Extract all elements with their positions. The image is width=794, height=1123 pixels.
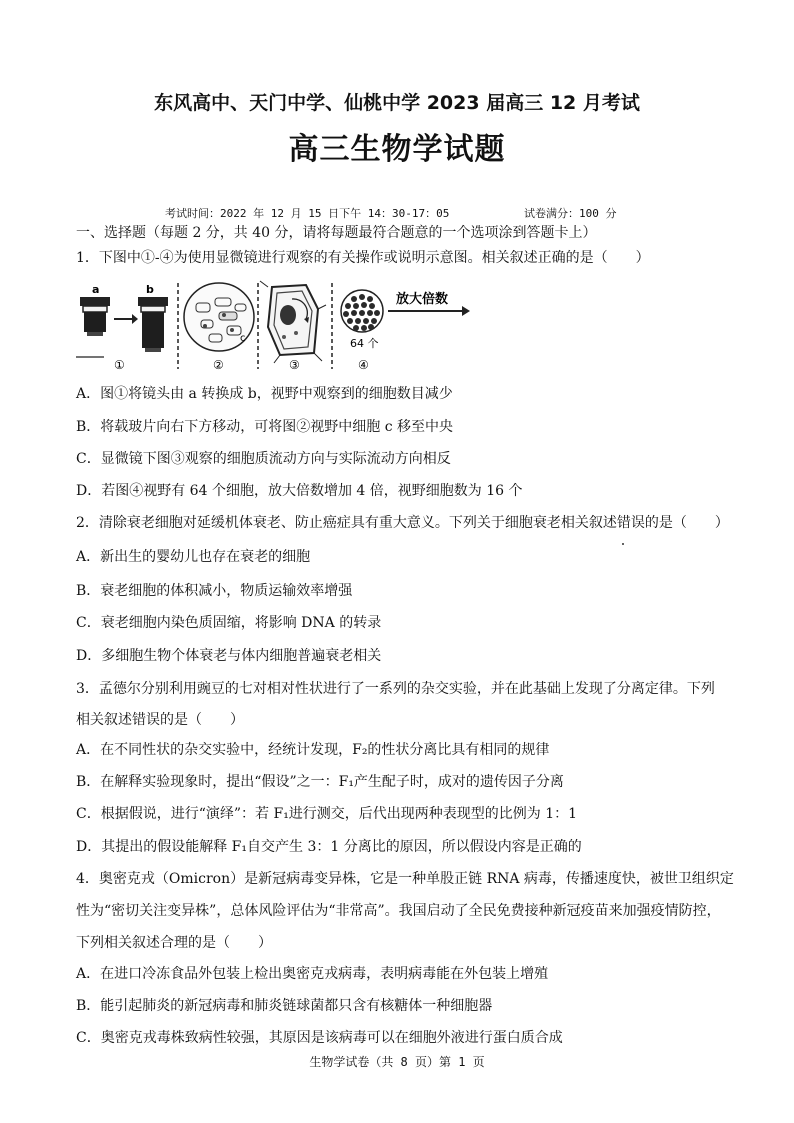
question-3-option-b: B．在解释实验现象时，提出“假设”之一：F₁产生配子时，成对的遗传因子分离: [76, 774, 564, 790]
question-4-stem-line-2: 性为“密切关注变异株”，总体风险评估为“非常高”。我国启动了全民免费接种新冠疫苗来加强疫情防控，: [76, 903, 721, 919]
objective-lens-b: [138, 297, 168, 352]
question-2-option-d: D．多细胞生物个体衰老与体内细胞普遍衰老相关: [76, 648, 382, 664]
objective-lens-a: [80, 297, 110, 336]
cell-label-c: c: [240, 333, 246, 344]
section-title: 一、选择题（每题 2 分，共 40 分，请将每题最符合题意的一个选项涂到答题卡上）: [76, 225, 597, 241]
exam-time: 考试时间：2022 年 12 月 15 日下午 14：30-17：05: [165, 207, 450, 220]
magnification-arrow-icon: [388, 306, 470, 316]
panel-label-2: ②: [213, 358, 224, 372]
question-1-option-b: B．将载玻片向右下方移动，可将图②视野中细胞 c 移至中央: [76, 419, 454, 435]
magnification-label: 放大倍数: [396, 292, 449, 307]
label-b: b: [146, 283, 154, 296]
page-footer: 生物学试卷（共 8 页）第 1 页: [309, 1055, 485, 1069]
microscope-figure: [74, 279, 474, 374]
arrow-icon: [114, 314, 138, 324]
page-title: 高三生物学试题: [288, 132, 506, 167]
stray-dot: [622, 543, 624, 545]
question-2-option-b: B．衰老细胞的体积减小，物质运输效率增强: [76, 583, 353, 599]
question-1-option-a: A．图①将镜头由 a 转换成 b，视野中观察到的细胞数目减少: [76, 386, 453, 402]
question-4-option-a: A．在进口冷冻食品外包装上检出奥密克戎病毒，表明病毒能在外包装上增殖: [76, 966, 549, 982]
question-4-stem-line-1: 4．奥密克戎（Omicron）是新冠病毒变异株，它是一种单股正链 RNA 病毒，传播速度快，被世卫组织定: [76, 871, 734, 887]
question-1-option-c: C．显微镜下图③观察的细胞质流动方向与实际流动方向相反: [76, 451, 451, 467]
question-1-stem: 1．下图中①-④为使用显微镜进行观察的有关操作或说明示意图。相关叙述正确的是（ ）: [76, 250, 650, 266]
label-a: a: [92, 283, 100, 296]
panel-label-1: ①: [114, 358, 125, 372]
question-2-option-a: A．新出生的婴幼儿也存在衰老的细胞: [76, 549, 311, 565]
question-4-option-b: B．能引起肺炎的新冠病毒和肺炎链球菌都只含有核糖体一种细胞器: [76, 998, 493, 1014]
full-score: 试卷满分：100 分: [524, 207, 617, 220]
panel-label-3: ③: [289, 358, 300, 372]
panel-label-4: ④: [358, 358, 369, 372]
exam-school-line: 东风高中、天门中学、仙桃中学 2023 届高三 12 月考试: [154, 92, 640, 114]
question-4-stem-line-3: 下列相关叙述合理的是（ ）: [76, 935, 272, 951]
plant-cell-panel: [260, 281, 326, 363]
count-label: 64 个: [350, 337, 379, 350]
question-2-option-c: C．衰老细胞内染色质固缩，将影响 DNA 的转录: [76, 615, 382, 631]
question-2-stem: 2．清除衰老细胞对延缓机体衰老、防止癌症具有重大意义。下列关于细胞衰老相关叙述错误的是（ ）: [76, 515, 729, 531]
question-3-stem-line-2: 相关叙述错误的是（ ）: [76, 712, 244, 728]
question-3-stem-line-1: 3．孟德尔分别利用豌豆的七对相对性状进行了一系列的杂交实验，并在此基础上发现了分离定律。下列: [76, 681, 715, 697]
question-3-option-d: D．其提出的假设能解释 F₁自交产生 3：1 分离比的原因，所以假设内容是正确的: [76, 839, 582, 855]
dense-cell-panel: [341, 290, 383, 332]
question-3-option-a: A．在不同性状的杂交实验中，经统计发现，F₂的性状分离比具有相同的规律: [76, 742, 550, 758]
question-4-option-c: C．奥密克戎毒株致病性较强，其原因是该病毒可以在细胞外液进行蛋白质合成: [76, 1030, 563, 1046]
question-3-option-c: C．根据假说，进行“演绎”：若 F₁进行测交，后代出现两种表现型的比例为 1：1: [76, 806, 578, 822]
question-1-option-d: D．若图④视野有 64 个细胞，放大倍数增加 4 倍，视野细胞数为 16 个: [76, 483, 523, 499]
